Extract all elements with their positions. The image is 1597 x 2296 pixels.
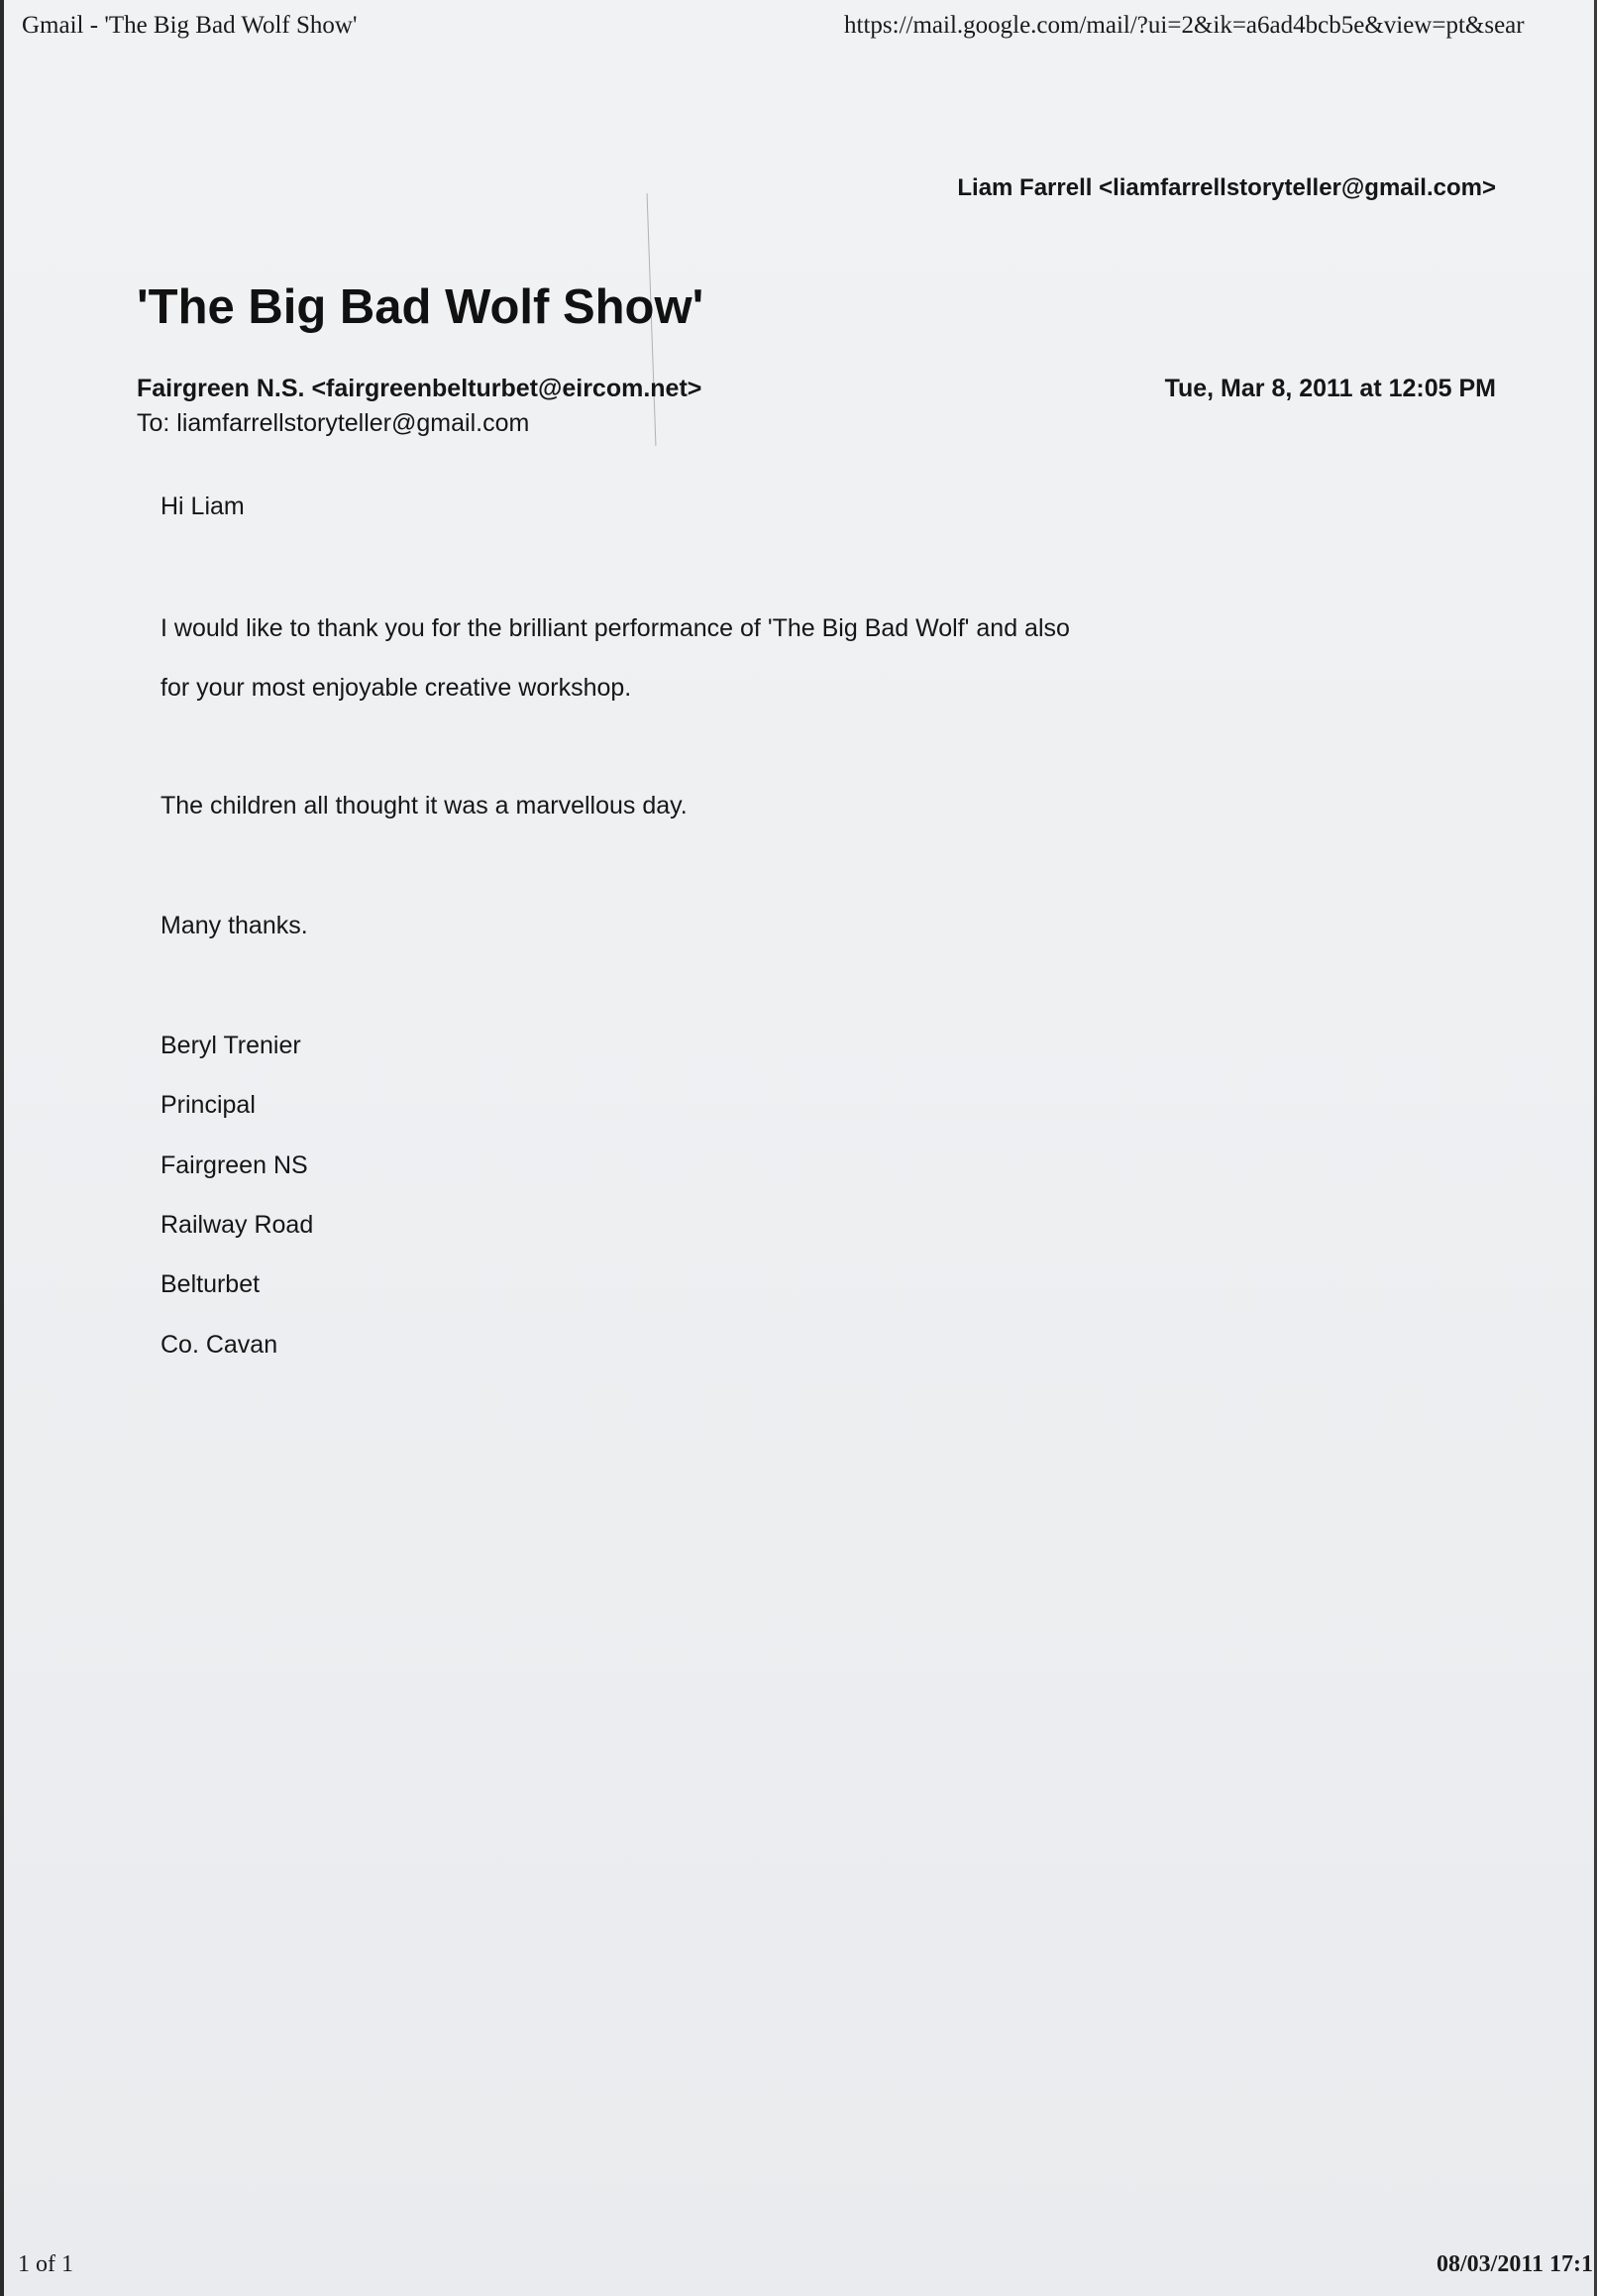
email-sender: Fairgreen N.S. <fairgreenbelturbet@eircom.net> xyxy=(137,375,702,402)
signature-line: Co. Cavan xyxy=(160,1331,278,1359)
email-closing: Many thanks. xyxy=(160,912,308,939)
email-greeting: Hi Liam xyxy=(160,492,245,520)
account-owner: Liam Farrell <liamfarrellstoryteller@gmail.com> xyxy=(957,174,1496,201)
scan-edge-left xyxy=(0,0,4,2296)
signature-line: Beryl Trenier xyxy=(160,1032,301,1059)
print-url: https://mail.google.com/mail/?ui=2&ik=a6ad4bcb5e&view=pt&sear xyxy=(844,12,1525,39)
email-body-line: for your most enjoyable creative workshop. xyxy=(160,674,632,702)
email-subject: 'The Big Bad Wolf Show' xyxy=(137,280,704,334)
signature-line: Railway Road xyxy=(160,1211,314,1239)
email-body-line: The children all thought it was a marvellous day. xyxy=(160,792,688,820)
signature-line: Belturbet xyxy=(160,1270,261,1298)
print-page-count: 1 of 1 xyxy=(18,2251,73,2277)
email-date: Tue, Mar 8, 2011 at 12:05 PM xyxy=(1164,375,1496,402)
signature-line: Fairgreen NS xyxy=(160,1151,308,1179)
email-recipient: To: liamfarrellstoryteller@gmail.com xyxy=(137,409,530,437)
email-body-line: I would like to thank you for the brilliant performance of 'The Big Bad Wolf' and also xyxy=(160,614,1070,642)
print-timestamp: 08/03/2011 17:1 xyxy=(1436,2251,1593,2277)
print-page-title: Gmail - 'The Big Bad Wolf Show' xyxy=(22,12,358,39)
signature-line: Principal xyxy=(160,1091,256,1119)
